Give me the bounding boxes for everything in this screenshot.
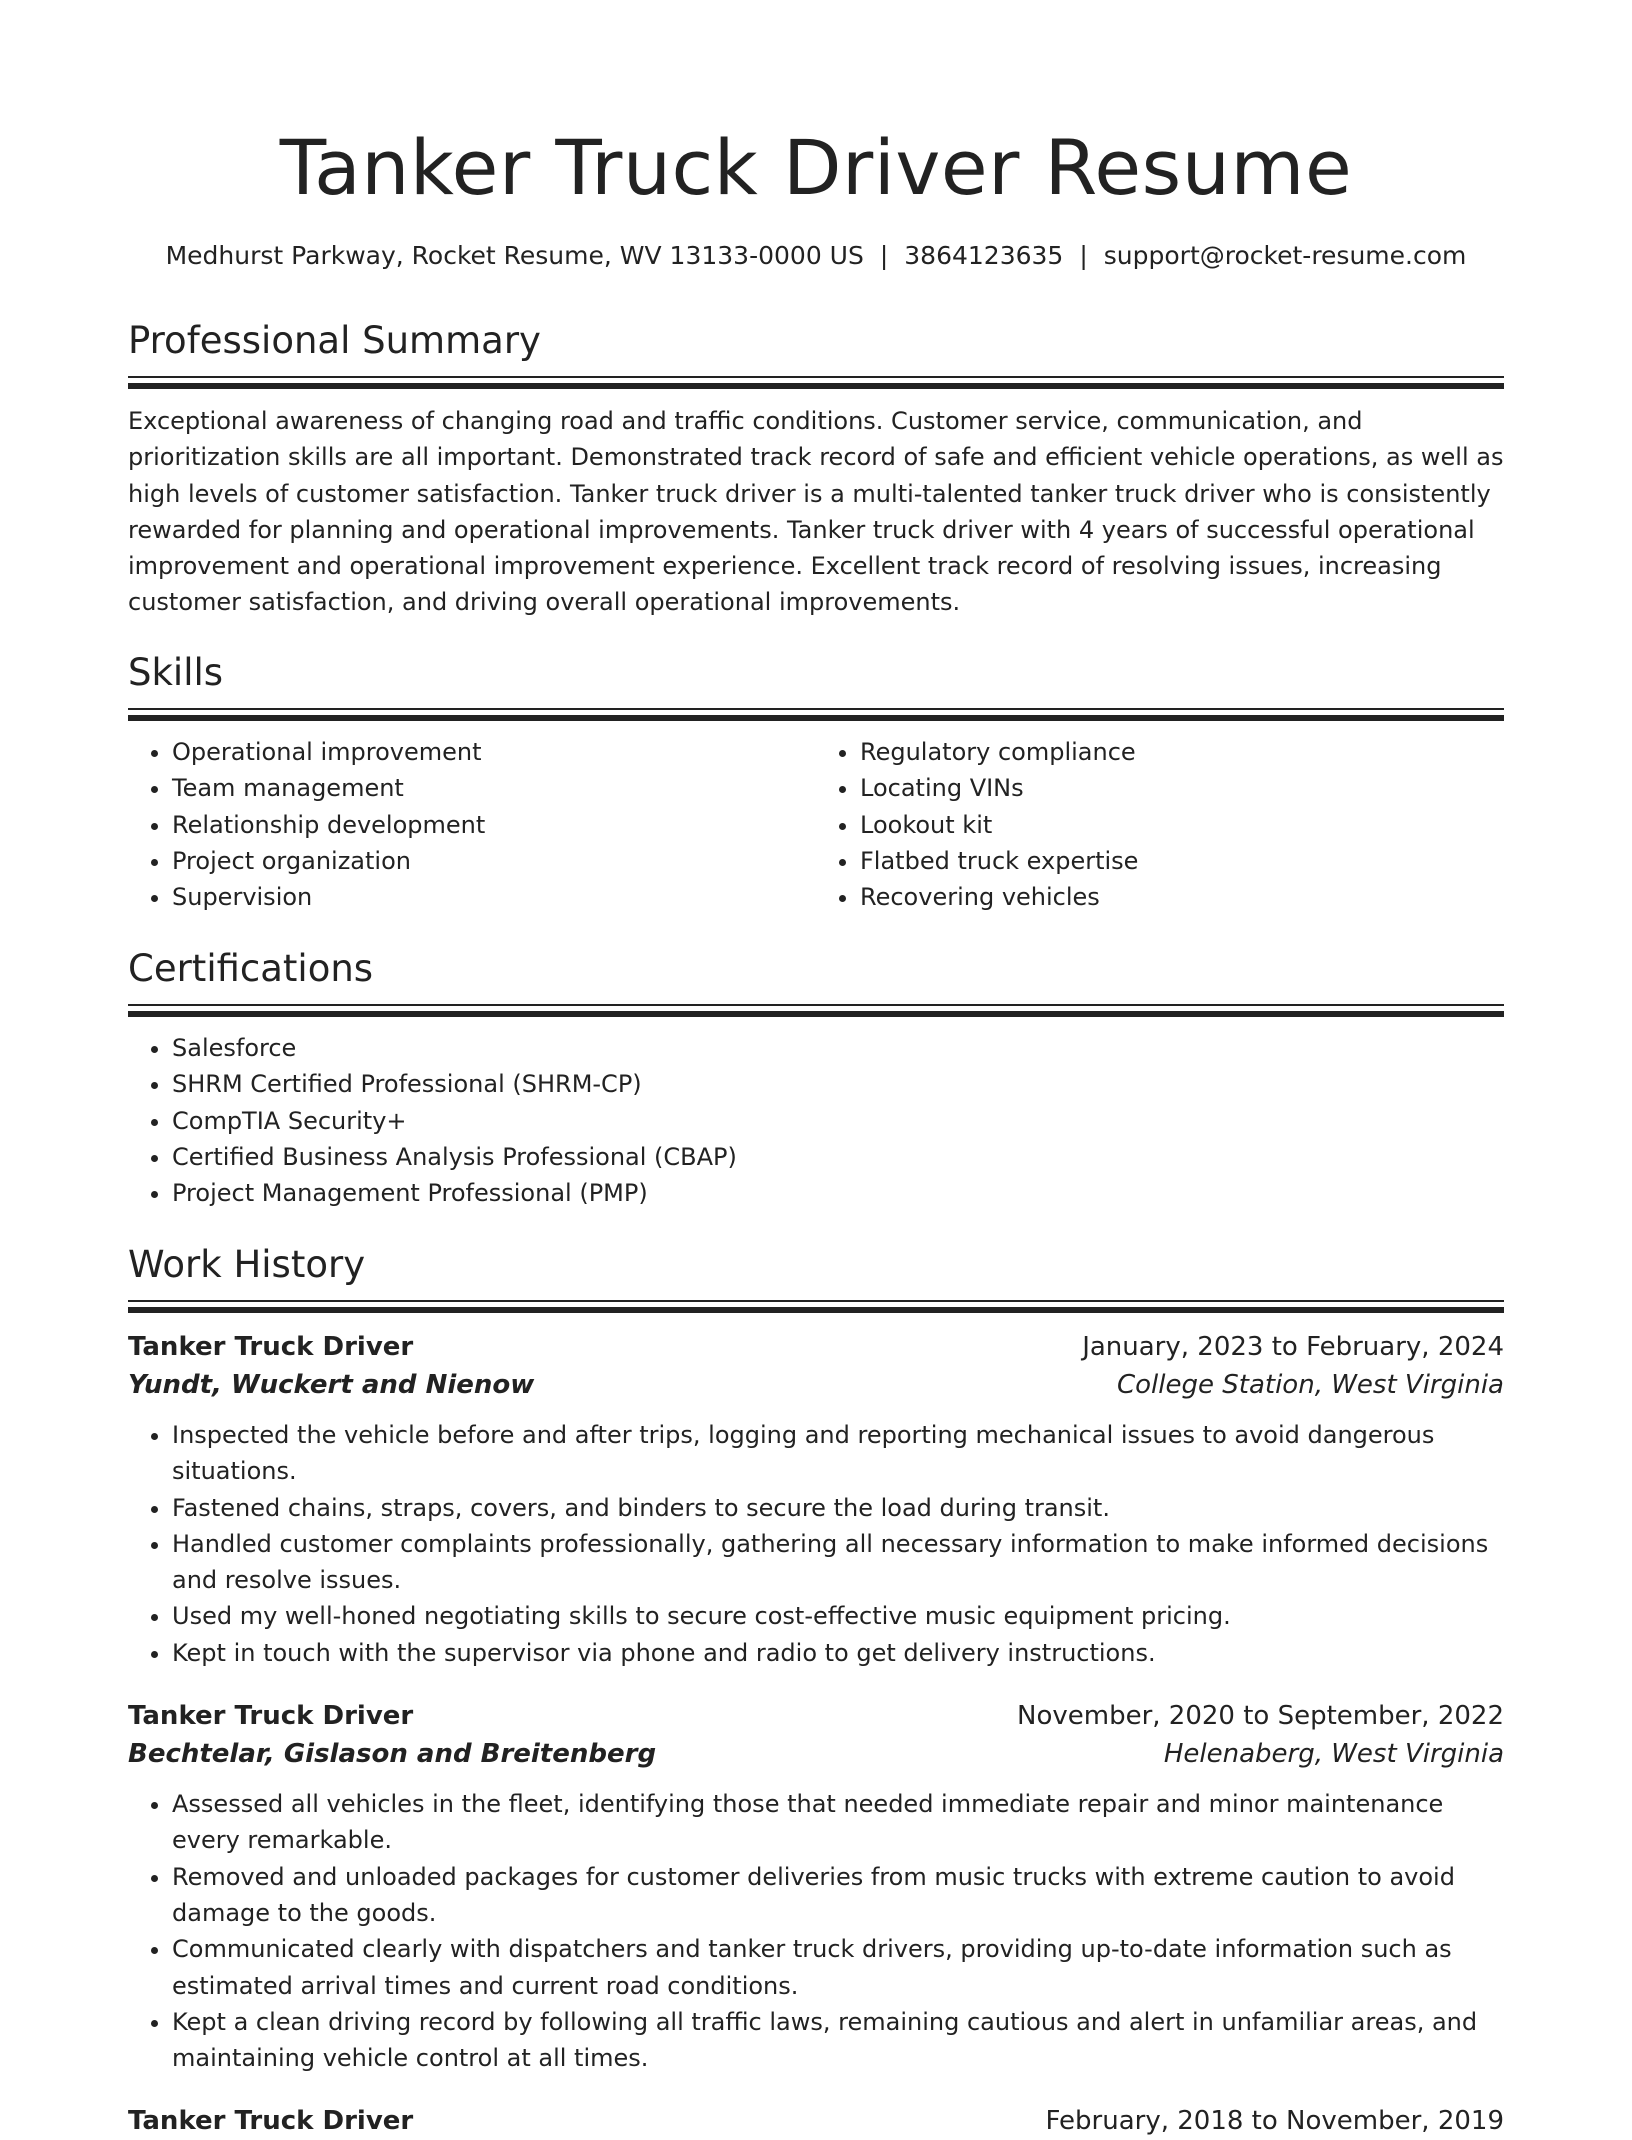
- job-location: College Station, West Virginia: [1116, 1370, 1504, 1400]
- job-bullet: • Removed and unloaded packages for customer deliveries from music trucks with extreme caution to avoid damage to the goods.: [172, 1859, 1504, 1932]
- certifications-section: [128, 944, 1504, 1211]
- section-divider: [128, 376, 1504, 390]
- job-bullet: • Fastened chains, straps, covers, and binders to secure the load during transit.: [172, 1490, 1504, 1526]
- section-heading-work-history: Work History: [128, 1243, 366, 1286]
- certification-item: • CompTIA Security+: [172, 1103, 1504, 1139]
- section-divider: [128, 1004, 1504, 1018]
- certification-item: • Salesforce: [172, 1030, 1504, 1066]
- job-bullet: • Assessed all vehicles in the fleet, identifying those that needed immediate repair and minor maintenance every remarkable.: [172, 1786, 1504, 1859]
- certification-item: • SHRM Certified Professional (SHRM-CP): [172, 1066, 1504, 1102]
- certification-item: • Certified Business Analysis Professional (CBAP): [172, 1139, 1504, 1175]
- contact-separator: |: [1079, 241, 1088, 270]
- summary-text: Exceptional awareness of changing road and traffic conditions. Customer service, communication, and prioritization skills are all important. Demonstrated track record of safe and efficient vehicle operations, as well as high levels of customer satisfaction. Tanker truck driver is a multi-talented tanker truck driver who is consistently rewarded for planning and operational improvements. Tanker truck driver with 4 years of successful operational improvement and operational improvement experience. Excellent track record of resolving issues, increasing customer satisfaction, and driving overall operational improvements.: [128, 407, 1504, 617]
- job-bullets: [128, 1786, 1504, 2076]
- job-bullet: • Used my well-honed negotiating skills to secure cost-effective music equipment pricing.: [172, 1598, 1504, 1634]
- skill-item: • Relationship development: [172, 807, 816, 843]
- job-dates: February, 2018 to November, 2019: [1045, 2106, 1504, 2137]
- job-entry: [128, 1697, 1504, 2076]
- job-header: [128, 2102, 1504, 2140]
- certification-item: • Project Management Professional (PMP): [172, 1175, 1504, 1211]
- contact-separator: |: [879, 241, 889, 270]
- skill-item: • Recovering vehicles: [860, 879, 1504, 915]
- certifications-list: [128, 1030, 1504, 1211]
- job-entry: [128, 1328, 1504, 1671]
- skill-item: • Lookout kit: [860, 807, 1504, 843]
- job-subheader: [128, 1735, 1504, 1773]
- section-heading-summary: Professional Summary: [128, 319, 541, 362]
- skill-item: • Flatbed truck expertise: [860, 843, 1504, 879]
- contact-phone: 3864123635: [904, 241, 1064, 270]
- skill-item: • Team management: [172, 770, 816, 806]
- job-title: Tanker Truck Driver: [128, 1701, 414, 1732]
- section-divider: [128, 708, 1504, 722]
- skills-section: [128, 648, 1504, 915]
- skills-columns: [128, 734, 1504, 915]
- skill-item: • Project organization: [172, 843, 816, 879]
- skill-item: • Regulatory compliance: [860, 734, 1504, 770]
- skill-item: • Supervision: [172, 879, 816, 915]
- job-location: Helenaberg, West Virginia: [1163, 1739, 1504, 1770]
- skill-item: • Operational improvement: [172, 734, 816, 770]
- skill-item: • Locating VINs: [860, 770, 1504, 806]
- resume-title: Tanker Truck Driver Resume: [279, 123, 1353, 212]
- job-title: Tanker Truck Driver: [128, 1332, 414, 1362]
- skills-list-right: [816, 734, 1504, 915]
- job-bullet: • Inspected the vehicle before and after trips, logging and reporting mechanical issues to avoid dangerous situations.: [172, 1417, 1504, 1490]
- contact-line: [128, 238, 1504, 274]
- section-heading-skills: Skills: [128, 651, 224, 694]
- contact-address: Medhurst Parkway, Rocket Resume, WV 13133-0000 US: [165, 241, 864, 270]
- job-dates: November, 2020 to September, 2022: [1017, 1701, 1504, 1732]
- summary-section: [128, 316, 1504, 621]
- job-bullet: • Kept in touch with the supervisor via phone and radio to get delivery instructions.: [172, 1635, 1504, 1671]
- job-header: [128, 1697, 1504, 1735]
- job-entry: [128, 2102, 1504, 2140]
- job-bullet: • Handled customer complaints professionally, gathering all necessary information to make informed decisions and resolve issues.: [172, 1526, 1504, 1599]
- contact-email: support@rocket-resume.com: [1103, 241, 1467, 270]
- job-bullet: • Kept a clean driving record by following all traffic laws, remaining cautious and alert in unfamiliar areas, and maintaining vehicle control at all times.: [172, 2004, 1504, 2077]
- job-dates: January, 2023 to February, 2024: [1082, 1332, 1504, 1362]
- job-title: Tanker Truck Driver: [128, 2106, 414, 2137]
- job-header: [128, 1328, 1504, 1366]
- job-bullets: [128, 1417, 1504, 1671]
- section-heading-certifications: Certifications: [128, 947, 374, 990]
- job-company: Yundt, Wuckert and Nienow: [128, 1370, 535, 1400]
- work-history-section: [128, 1240, 1504, 2140]
- section-divider: [128, 1300, 1504, 1314]
- job-subheader: [128, 1366, 1504, 1404]
- job-company: Bechtelar, Gislason and Breitenberg: [128, 1739, 657, 1770]
- job-bullet: • Communicated clearly with dispatchers and tanker truck drivers, providing up-to-date information such as estimated arrival times and current road conditions.: [172, 1931, 1504, 2004]
- skills-list-left: [128, 734, 816, 915]
